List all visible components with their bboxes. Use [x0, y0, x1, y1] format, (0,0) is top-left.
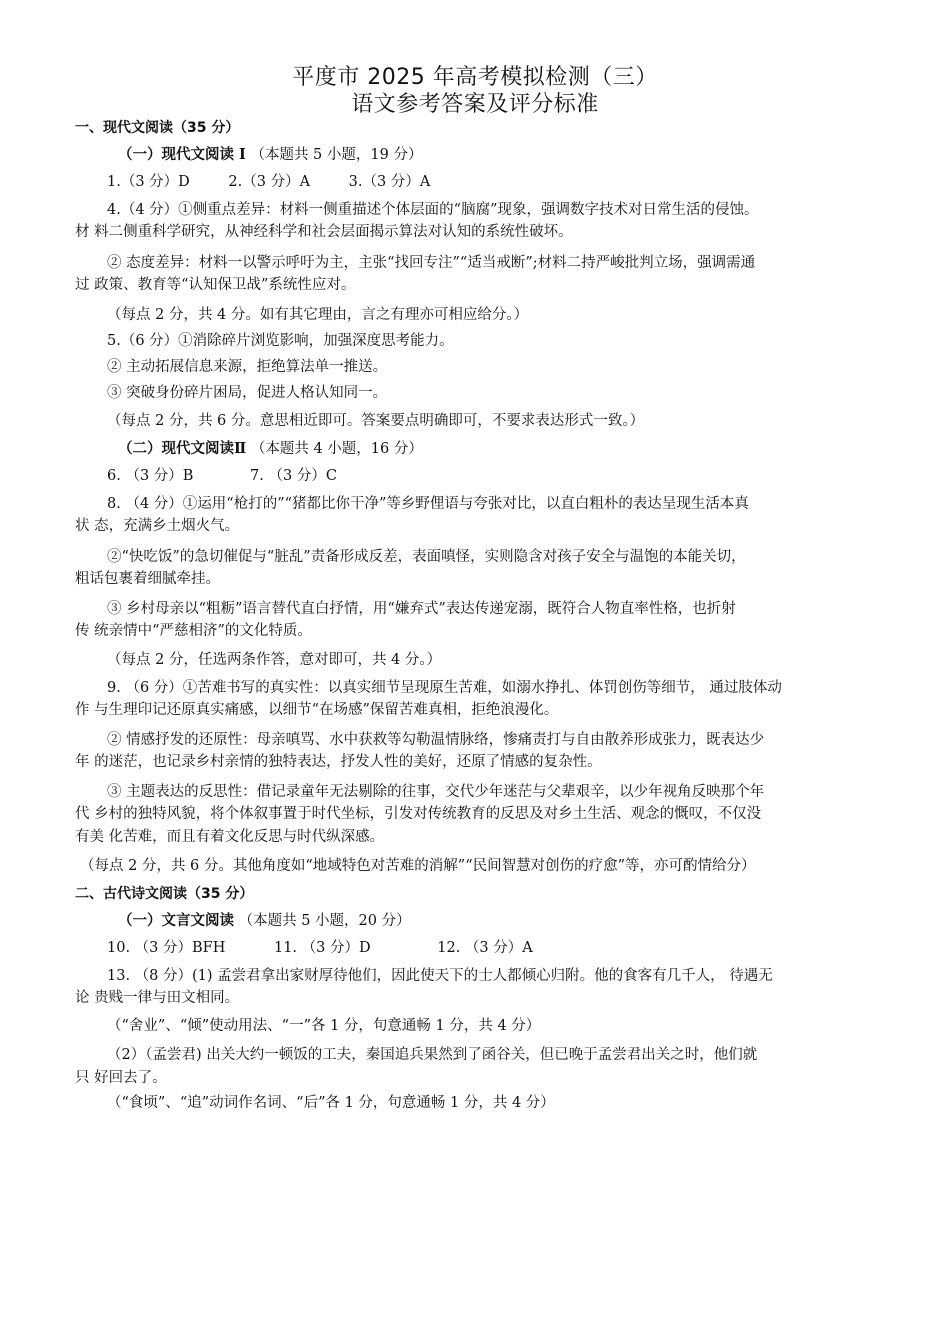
part-heading-classical-prose — [118, 911, 918, 931]
answer-q8-line: ②“快吃饭”的急切催促与“脏乱”责备形成反差，表面嗔怪，实则隐含对孩子安全与温饱的本能关切， — [107, 549, 746, 565]
document-subtitle: 语文参考答案及评分标准 — [351, 92, 599, 117]
answer-q5-line: 5.（6 分）①消除碎片浏览影响，加强深度思考能力。 — [107, 333, 454, 349]
answer-q9-line: 有美 化苦难，而且有着文化反思与时代纵深感。 — [75, 829, 385, 845]
scoring-note-q8: （每点 2 分，任选两条作答，意对即可，共 4 分。） — [107, 652, 442, 668]
answer-q9-line: 9. （6 分）①苦难书写的真实性：以真实细节呈现原生苦难，如溺水挣扎、体罚创伤等细节， 通过肢体动 — [107, 680, 782, 696]
answer-q4-line: ② 态度差异：材料一以警示呼吁为主，主张“找回专注”“适当戒断”;材料二持严峻批判立场，强调需通 — [107, 255, 756, 271]
answer-q11: 11. （3 分）D — [273, 940, 371, 956]
answer-row-q10-12 — [107, 938, 907, 958]
scoring-note-q13-2: （“食顷”、“追”动词作名词、“后”各 1 分，句意通畅 1 分，共 4 分） — [107, 1095, 555, 1111]
answer-q9-line: ③ 主题表达的反思性：借记录童年无法剔除的往事，交代少年迷茫与父辈艰辛，以少年视角反映那个年 — [107, 784, 765, 800]
part-meta: （本题共 4 小题，16 分） — [250, 441, 423, 457]
answer-q7: 7. （3 分）C — [250, 468, 337, 484]
answer-q13-line: 只 好回去了。 — [75, 1070, 167, 1086]
answer-q13-line: （2）（孟尝君) 出关大约一顿饭的工夫，秦国追兵果然到了函谷关，但已晚于孟尝君出关之时，他们就 — [107, 1047, 758, 1063]
part-meta: （本题共 5 小题，19 分） — [250, 147, 423, 163]
answer-q3: 3.（3 分）A — [348, 174, 431, 190]
answer-q12: 12. （3 分）A — [437, 940, 533, 956]
answer-q8-line: ③ 乡村母亲以“粗粝”语言替代直白抒情，用“嫌弃式”表达传递宠溺，既符合人物直率性格，也折射 — [107, 601, 736, 617]
answer-q8-line: 8. （4 分）①运用“枪打的”“猪都比你干净”等乡野俚语与夸张对比，以直白粗朴的表达呈现生活本真 — [107, 496, 749, 512]
section-heading-classical-reading: 二、古代诗文阅读（35 分） — [75, 886, 254, 902]
part-meta: （本题共 5 小题，20 分） — [238, 913, 411, 929]
scoring-note-q5: （每点 2 分，共 6 分。意思相近即可。答案要点明确即可，不要求表达形式一致。） — [107, 413, 645, 429]
document-title: 平度市 2025 年高考模拟检测（三） — [292, 65, 658, 90]
part-label: （一）文言文阅读 — [118, 912, 234, 929]
scoring-note-q9: （每点 2 分，共 6 分。其他角度如“地域特色对苦难的消解”“民间智慧对创伤的疗愈”等，亦可酌情给分） — [80, 858, 756, 874]
answer-q10: 10. （3 分）BFH — [107, 940, 226, 956]
answer-q13-line: 论 贵贱一律与田文相同。 — [75, 990, 240, 1006]
scoring-note-q13-1: （“舍业”、“倾”使动用法、“一”各 1 分，句意通畅 1 分，共 4 分） — [107, 1018, 541, 1034]
answer-q2: 2.（3 分）A — [228, 174, 311, 190]
answer-q6: 6. （3 分）B — [107, 468, 194, 484]
section-heading-modern-reading: 一、现代文阅读（35 分） — [75, 120, 240, 136]
answer-row-q1-3 — [107, 172, 907, 192]
answer-q9-line: 作 与生理印记还原真实痛感，以细节“在场感”保留苦难真相，拒绝浪漫化。 — [75, 702, 559, 718]
answer-q9-line: 代 乡村的独特风貌，将个体叙事置于时代坐标，引发对传统教育的反思及对乡土生活、观念的慨叹，不仅没 — [75, 806, 762, 822]
answer-q1: 1.（3 分）D — [107, 174, 190, 190]
part-label: （一）现代文阅读 I — [118, 146, 246, 163]
answer-q5-line: ② 主动拓展信息来源，拒绝算法单一推送。 — [107, 359, 388, 375]
answer-q8-line: 传 统亲情中“严慈相济”的文化特质。 — [75, 623, 312, 639]
answer-q8-line: 状 态，充满乡土烟火气。 — [75, 518, 240, 534]
answer-q5-line: ③ 突破身份碎片困局，促进人格认知同一。 — [107, 385, 388, 401]
answer-q9-line: ② 情感抒发的还原性：母亲嗔骂、水中获救等勾勒温情脉络，惨痛责打与自由散养形成张力，既表达少 — [107, 732, 765, 748]
answer-q13-line: 13. （8 分）(1) 孟尝君拿出家财厚待他们，因此使天下的士人都倾心归附。他的食客有几千人， 待遇无 — [107, 968, 773, 984]
answer-q9-line: 年 的迷茫，也记录乡村亲情的独特表达，抒发人性的美好，还原了情感的复杂性。 — [75, 754, 602, 770]
answer-q4-line: 材 料二侧重科学研究，从神经科学和社会层面揭示算法对认知的系统性破坏。 — [75, 224, 573, 240]
answer-q4-line: 过 政策、教育等“认知保卫战”系统性应对。 — [75, 277, 356, 293]
answer-row-q6-7 — [107, 466, 907, 486]
part-label: （二）现代文阅读Ⅱ — [118, 440, 247, 457]
answer-q8-line: 粗话包裹着细腻牵挂。 — [75, 571, 220, 587]
part-heading-modern-reading-2 — [118, 439, 918, 459]
answer-q4-line: 4.（4 分）①侧重点差异：材料一侧重描述个体层面的“脑腐”现象，强调数字技术对日常生活的侵蚀。 — [107, 202, 759, 218]
scoring-note-q4: （每点 2 分，共 4 分。如有其它理由，言之有理亦可相应给分。） — [107, 307, 529, 323]
part-heading-modern-reading-1 — [118, 145, 918, 165]
